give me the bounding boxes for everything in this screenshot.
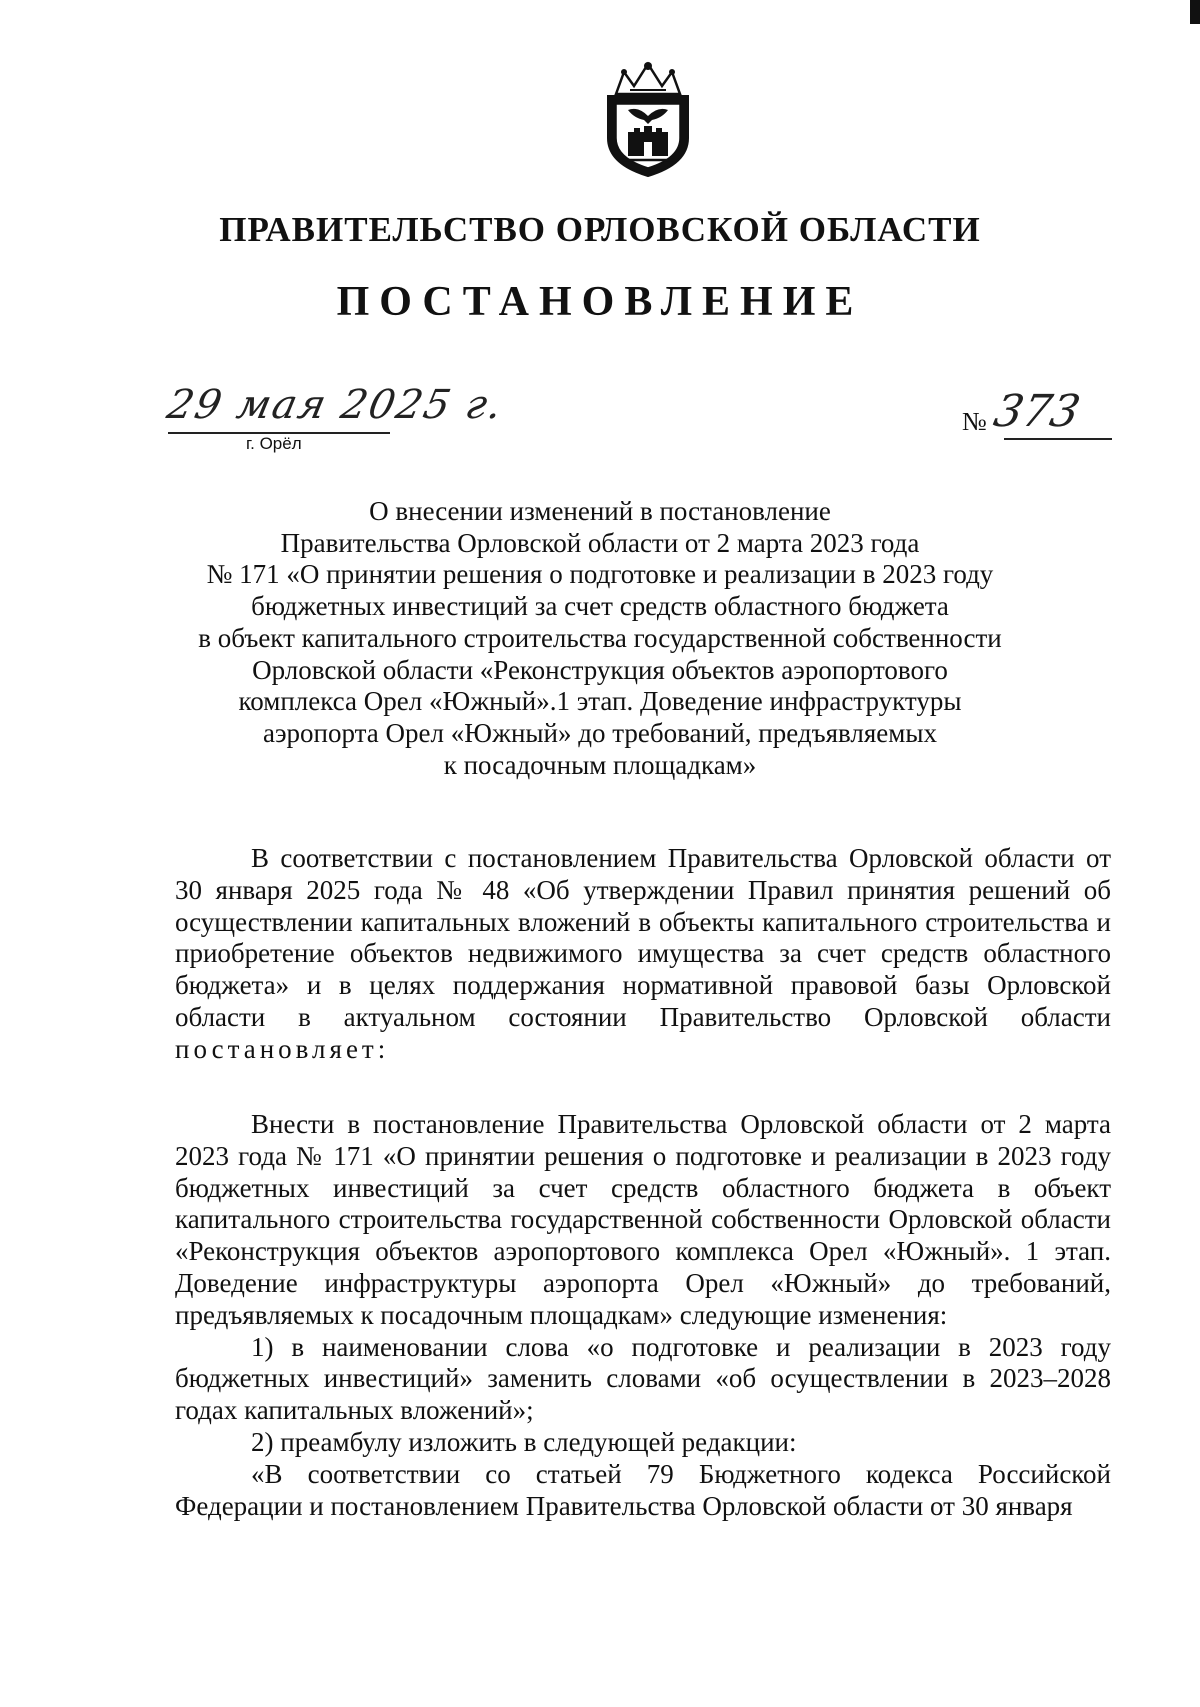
preamble-paragraph bbox=[175, 843, 1111, 1066]
subject-line: Правительства Орловской области от 2 марта 2023 года bbox=[280, 527, 920, 558]
amendments-section bbox=[175, 1109, 1111, 1522]
handwritten-date: 29 мая 2025 г. bbox=[163, 382, 509, 428]
resolves-word: постановляет: bbox=[175, 1033, 390, 1064]
subject-line: № 171 «О принятии решения о подготовке и реализации в 2023 году bbox=[206, 559, 994, 590]
amendment-item-1: 1) в наименовании слова «о подготовке и реализации в 2023 году бюджетных инвестиций» заменить словами «об осуществлении в 2023–2028 годах капитальных вложений»; bbox=[175, 1331, 1111, 1426]
amendment-item-2: 2) преамбулу изложить в следующей редакции: bbox=[251, 1426, 797, 1457]
subject-line: О внесении изменений в постановление bbox=[369, 496, 831, 526]
document-number-block bbox=[962, 386, 1085, 437]
subject-line: к посадочным площадкам» bbox=[443, 749, 757, 780]
amendment-intro: Внести в постановление Правительства Орловской области от 2 марта 2023 года № 171 «О принятии решения о подготовке и реализации в 2023 году бюджетных инвестиций за счет средств областного бюджета в объект капитального строительства государственной собственности Орловской области «Реконструкция объектов аэропортового комплекса Орел «Южный». 1 этап. Доведение инфраструктуры аэропорта Орел «Южный» до требований, предъявляемых к посадочным площадкам» следующие изменения: bbox=[175, 1109, 1111, 1330]
document-subject bbox=[0, 496, 1200, 781]
government-title: ПРАВИТЕЛЬСТВО ОРЛОВСКОЙ ОБЛАСТИ bbox=[219, 210, 981, 249]
amendment-quote: «В соответствии со статьей 79 Бюджетного кодекса Российской Федерации и постановлением Правительства Орловской области от 30 января bbox=[175, 1458, 1111, 1521]
coat-of-arms-emblem bbox=[600, 60, 696, 178]
preamble-text: В соответствии с постановлением Правительства Орловской области от 30 января 2025 года № 48 «Об утверждении Правил принятия решений об осуществлении капитальных вложений в объекты капитального строительства и приобретение объектов недвижимого имущества за счет средств областного бюджета» и в целях поддержания нормативной правовой базы Орловской области в актуальном состоянии Правительство Орловской области bbox=[175, 843, 1111, 1032]
subject-line: бюджетных инвестиций за счет средств областного бюджета bbox=[251, 591, 949, 622]
handwritten-document-number: 373 bbox=[989, 386, 1085, 437]
subject-line: Орловской области «Реконструкция объектов аэропортового bbox=[252, 654, 948, 685]
subject-line: аэропорта Орел «Южный» до требований, предъявляемых bbox=[262, 717, 937, 748]
number-sign: № bbox=[962, 407, 987, 436]
date-block bbox=[163, 382, 509, 453]
place-of-issue: г. Орёл bbox=[246, 434, 302, 453]
number-underline bbox=[1004, 438, 1112, 440]
subject-line: в объект капитального строительства государственной собственности bbox=[198, 622, 1002, 653]
scan-corner-mark bbox=[1190, 0, 1200, 24]
subject-line: комплекса Орел «Южный».1 этап. Доведение инфраструктуры bbox=[238, 686, 962, 717]
document-type-title: ПОСТАНОВЛЕНИЕ bbox=[336, 279, 864, 325]
